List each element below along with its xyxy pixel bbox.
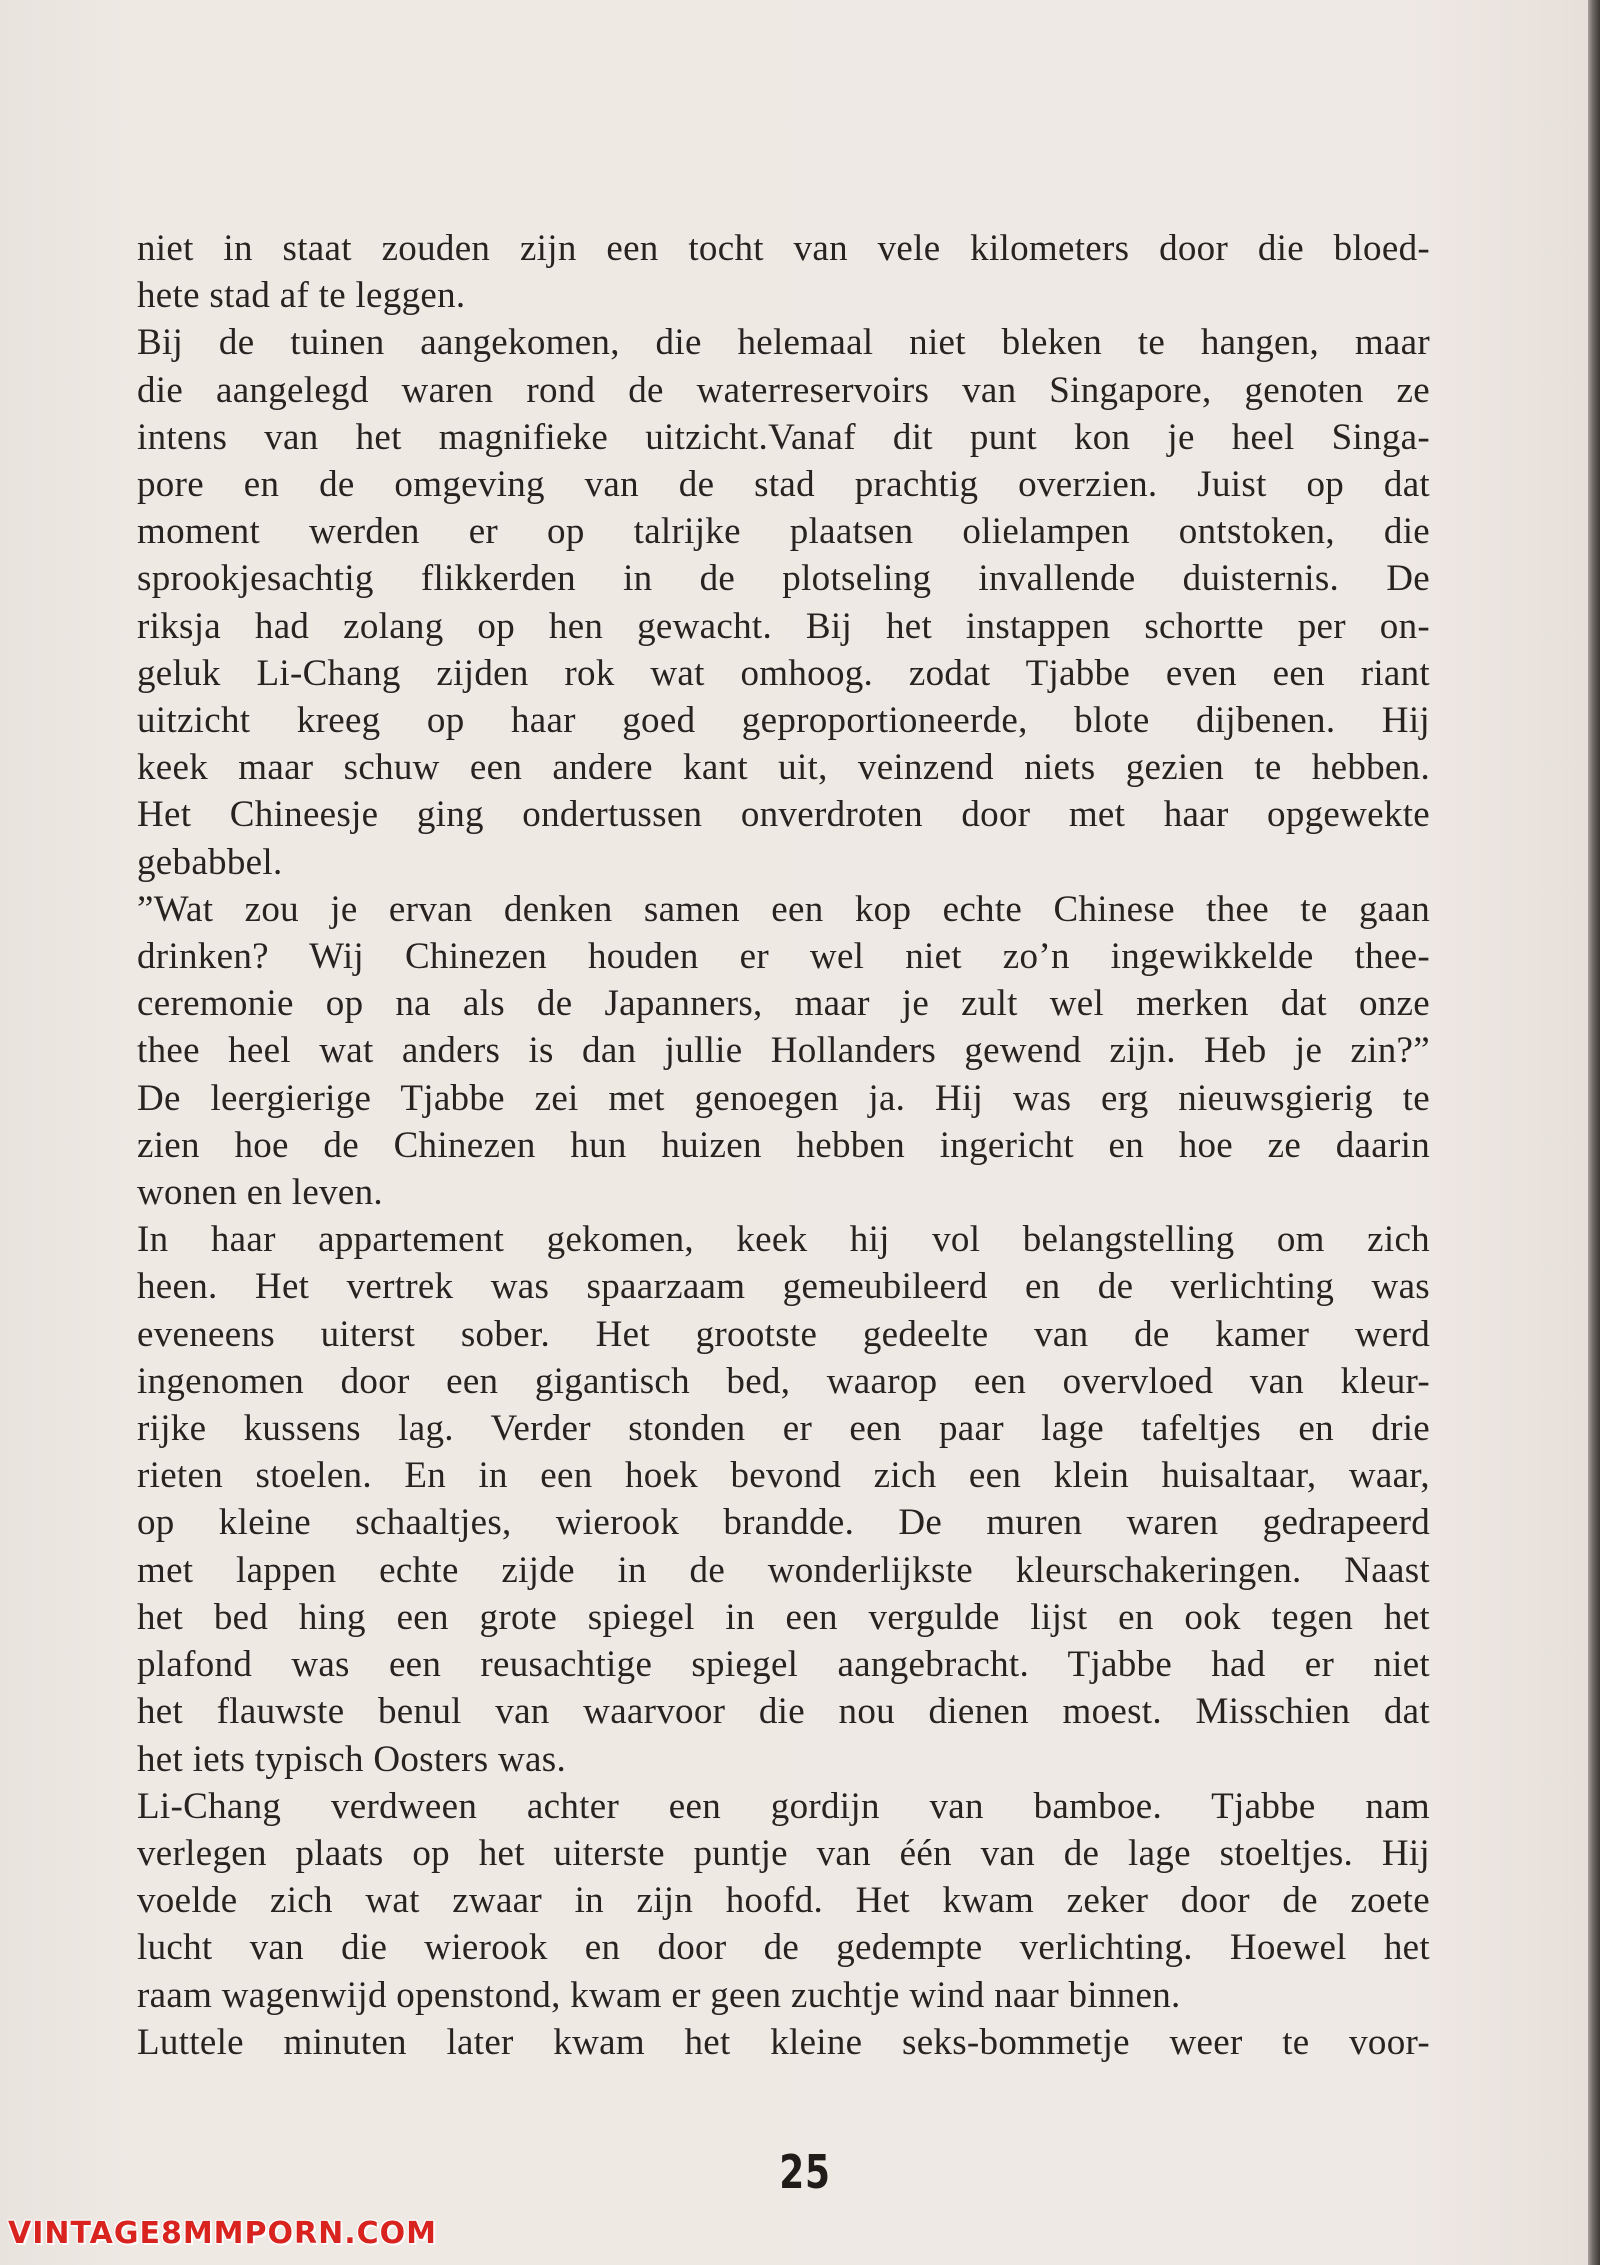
text-line: niet in staat zouden zijn een tocht van vele kilometers door die bloed- (137, 228, 1430, 269)
text-line: thee heel wat anders is dan jullie Hollanders gewend zijn. Heb je zin?” (137, 1030, 1430, 1072)
text-line: wonen en leven. (137, 1172, 383, 1214)
text-line: moment werden er op talrijke plaatsen olielampen ontstoken, die (137, 511, 1430, 553)
text-line: rieten stoelen. En in een hoek bevond zich een klein huisaltaar, waar, (137, 1455, 1430, 1497)
watermark: VINTAGE8MMPORN.COM (8, 2216, 438, 2251)
body-text (137, 225, 1430, 2066)
text-line: sprookjesachtig flikkerden in de plotseling invallende duisternis. De (137, 558, 1430, 600)
text-line: plafond was een reusachtige spiegel aangebracht. Tjabbe had er niet (137, 1644, 1430, 1686)
text-line: hete stad af te leggen. (137, 275, 466, 317)
text-line: Het Chineesje ging ondertussen onverdroten door met haar opgewekte (137, 794, 1430, 836)
text-line: uitzicht kreeg op haar goed geproportioneerde, blote dijbenen. Hij (137, 700, 1430, 742)
text-line: ceremonie op na als de Japanners, maar je zult wel merken dat onze (137, 983, 1430, 1025)
text-line: eveneens uiterst sober. Het grootste gedeelte van de kamer werd (137, 1313, 1430, 1355)
text-line: Bij de tuinen aangekomen, die helemaal niet bleken te hangen, maar (137, 322, 1430, 364)
text-line: het iets typisch Oosters was. (137, 1738, 566, 1780)
text-line: voelde zich wat zwaar in zijn hoofd. Het kwam zeker door de zoete (137, 1880, 1430, 1922)
text-line: intens van het magnifieke uitzicht.Vanaf dit punt kon je heel Singa- (137, 416, 1430, 458)
text-line: geluk Li-Chang zijden rok wat omhoog. zodat Tjabbe even een riant (137, 652, 1430, 694)
text-line: Luttele minuten later kwam het kleine seks-bommetje weer te voor- (137, 2021, 1430, 2063)
text-line: gebabbel. (137, 841, 283, 883)
text-line: keek maar schuw een andere kant uit, veinzend niets gezien te hebben. (137, 747, 1430, 789)
text-line: raam wagenwijd openstond, kwam er geen zuchtje wind naar binnen. (137, 1974, 1181, 2016)
text-line: zien hoe de Chinezen hun huizen hebben ingericht en hoe ze daarin (137, 1124, 1430, 1166)
text-line: ingenomen door een gigantisch bed, waarop een overvloed van kleur- (137, 1360, 1430, 1402)
text-line: ”Wat zou je ervan denken samen een kop echte Chinese thee te gaan (137, 888, 1430, 930)
text-line: verlegen plaats op het uiterste puntje van één van de lage stoeltjes. Hij (137, 1832, 1430, 1874)
text-line: met lappen echte zijde in de wonderlijkste kleurschakeringen. Naast (137, 1549, 1430, 1591)
text-line: drinken? Wij Chinezen houden er wel niet zo’n ingewikkelde thee- (137, 936, 1430, 978)
text-line: In haar appartement gekomen, keek hij vol belangstelling om zich (137, 1219, 1430, 1261)
text-line: De leergierige Tjabbe zei met genoegen ja. Hij was erg nieuwsgierig te (137, 1077, 1430, 1119)
text-line: op kleine schaaltjes, wierook brandde. De muren waren gedrapeerd (137, 1502, 1430, 1544)
text-line: riksja had zolang op hen gewacht. Bij het instappen schortte per on- (137, 605, 1430, 647)
text-line: heen. Het vertrek was spaarzaam gemeubileerd en de verlichting was (137, 1266, 1430, 1308)
text-line: pore en de omgeving van de stad prachtig overzien. Juist op dat (137, 464, 1430, 506)
text-line: Li-Chang verdween achter een gordijn van bamboe. Tjabbe nam (137, 1785, 1430, 1827)
page-edge-shadow (1588, 0, 1600, 2265)
text-line: het bed hing een grote spiegel in een vergulde lijst en ook tegen het (137, 1596, 1430, 1638)
text-line: het flauwste benul van waarvoor die nou dienen moest. Misschien dat (137, 1691, 1430, 1733)
text-line: lucht van die wierook en door de gedempte verlichting. Hoewel het (137, 1927, 1430, 1969)
text-line: die aangelegd waren rond de waterreservoirs van Singapore, genoten ze (137, 369, 1430, 411)
text-line: rijke kussens lag. Verder stonden er een paar lage tafeltjes en drie (137, 1408, 1430, 1450)
page-number: 25 (779, 2145, 831, 2199)
